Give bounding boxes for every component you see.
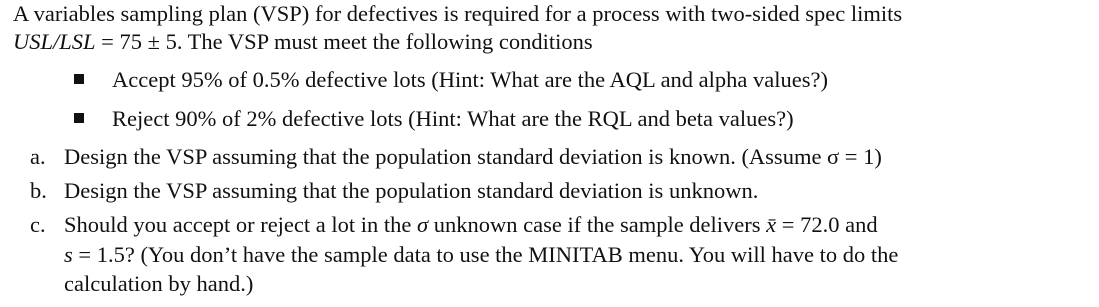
question-c-letter: c. [30, 212, 46, 237]
sigma-symbol: σ [417, 212, 429, 237]
question-b-text: Design the VSP assuming that the population standard deviation is unknown. [64, 178, 759, 203]
question-a-text: Design the VSP assuming that the population standard deviation is known. (Assume σ = 1) [64, 144, 882, 169]
square-bullet-icon [74, 74, 84, 84]
question-c-line-2 [64, 241, 898, 269]
intro-line-1: A variables sampling plan (VSP) for defectives is required for a process with two-sided spec limits [13, 1, 903, 26]
s-symbol: s [64, 242, 73, 267]
condition-accept-text: Accept 95% of 0.5% defective lots (Hint: What are the AQL and alpha values?) [112, 67, 828, 92]
question-b [30, 177, 758, 205]
question-c-line-3: calculation by hand.) [64, 271, 254, 296]
square-bullet-icon [74, 113, 84, 123]
condition-reject [74, 105, 794, 133]
question-a-letter: a. [30, 144, 46, 169]
spec-limits-variable: USL/LSL [13, 29, 96, 54]
question-b-letter: b. [30, 178, 47, 203]
question-c [30, 211, 878, 239]
condition-reject-text: Reject 90% of 2% defective lots (Hint: What are the RQL and beta values?) [112, 106, 794, 131]
intro-line-2 [13, 28, 593, 56]
xbar-symbol: x̄ [766, 212, 777, 237]
question-a [30, 143, 882, 171]
condition-accept [74, 66, 828, 94]
question-c-line1-mid: unknown case if the sample delivers [428, 212, 767, 237]
question-c-line2-text: = 1.5? (You don’t have the sample data to use the MINITAB menu. You will have to do the [72, 242, 899, 267]
question-c-line1-pre: Should you accept or reject a lot in the [64, 212, 418, 237]
spec-limits-equation: = 75 ± 5. The VSP must meet the following conditions [95, 29, 593, 54]
question-c-line1-eq: = 72.0 and [776, 212, 878, 237]
